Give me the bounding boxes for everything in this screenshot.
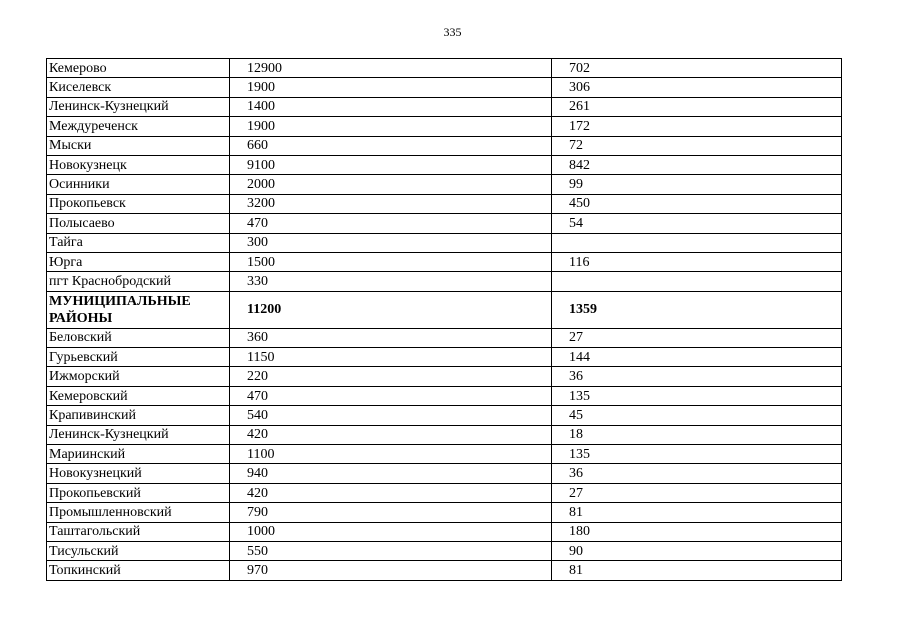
row-name-cell: Крапивинский (47, 406, 230, 425)
row-value-1-cell: 300 (230, 233, 552, 252)
row-value-1-cell: 420 (230, 483, 552, 502)
table-row (47, 541, 842, 560)
row-value-1-cell: 3200 (230, 194, 552, 213)
row-name-cell: Топкинский (47, 561, 230, 580)
row-name-cell: Ижморский (47, 367, 230, 386)
table-row (47, 155, 842, 174)
table-row (47, 272, 842, 291)
row-value-2-cell: 116 (552, 252, 842, 271)
row-value-1-cell: 540 (230, 406, 552, 425)
row-name-cell: Беловский (47, 328, 230, 347)
row-value-2-cell: 36 (552, 367, 842, 386)
row-name-cell: Таштагольский (47, 522, 230, 541)
table-row (47, 214, 842, 233)
row-name-cell: Ленинск-Кузнецкий (47, 97, 230, 116)
row-value-2-cell: 90 (552, 541, 842, 560)
row-value-2-cell: 180 (552, 522, 842, 541)
row-value-1-cell: 940 (230, 464, 552, 483)
row-name-cell: Новокузнецкий (47, 464, 230, 483)
row-value-1-cell: 1900 (230, 78, 552, 97)
table-row (47, 522, 842, 541)
table-row (47, 291, 842, 328)
row-name-cell: Гурьевский (47, 348, 230, 367)
row-value-2-cell: 27 (552, 328, 842, 347)
row-name-cell: пгт Краснобродский (47, 272, 230, 291)
row-value-2-cell: 27 (552, 483, 842, 502)
row-value-2-cell: 261 (552, 97, 842, 116)
row-name-cell: Прокопьевский (47, 483, 230, 502)
row-value-1-cell: 2000 (230, 175, 552, 194)
row-name-cell: Междуреченск (47, 117, 230, 136)
row-value-2-cell (552, 272, 842, 291)
row-value-1-cell: 1000 (230, 522, 552, 541)
table-row (47, 561, 842, 580)
row-value-1-cell: 970 (230, 561, 552, 580)
row-value-1-cell: 660 (230, 136, 552, 155)
row-value-2-cell: 81 (552, 561, 842, 580)
row-value-1-cell: 360 (230, 328, 552, 347)
row-value-2-cell: 135 (552, 386, 842, 405)
row-value-1-cell: 12900 (230, 59, 552, 78)
row-name-cell: Мариинский (47, 445, 230, 464)
row-value-1-cell: 420 (230, 425, 552, 444)
table-body (47, 59, 842, 581)
row-value-1-cell: 1100 (230, 445, 552, 464)
table-row (47, 367, 842, 386)
row-name-cell: МУНИЦИПАЛЬНЫЕ РАЙОНЫ (47, 291, 230, 328)
row-name-cell: Мыски (47, 136, 230, 155)
data-table (46, 58, 842, 581)
row-value-1-cell: 330 (230, 272, 552, 291)
table-row (47, 175, 842, 194)
row-name-cell: Новокузнецк (47, 155, 230, 174)
row-name-cell: Юрга (47, 252, 230, 271)
row-value-1-cell: 11200 (230, 291, 552, 328)
row-value-2-cell: 54 (552, 214, 842, 233)
table-row (47, 117, 842, 136)
row-value-2-cell: 1359 (552, 291, 842, 328)
row-value-2-cell (552, 233, 842, 252)
row-value-2-cell: 45 (552, 406, 842, 425)
row-value-1-cell: 1900 (230, 117, 552, 136)
row-value-1-cell: 790 (230, 503, 552, 522)
row-value-2-cell: 702 (552, 59, 842, 78)
row-value-2-cell: 72 (552, 136, 842, 155)
table-row (47, 348, 842, 367)
row-value-2-cell: 450 (552, 194, 842, 213)
table-row (47, 406, 842, 425)
row-name-cell: Тисульский (47, 541, 230, 560)
table-row (47, 136, 842, 155)
table-row (47, 445, 842, 464)
row-value-1-cell: 1400 (230, 97, 552, 116)
page-number: 335 (443, 25, 462, 39)
table-row (47, 59, 842, 78)
row-value-2-cell: 306 (552, 78, 842, 97)
row-value-1-cell: 220 (230, 367, 552, 386)
row-value-2-cell: 172 (552, 117, 842, 136)
row-value-1-cell: 470 (230, 214, 552, 233)
row-name-cell: Кемеровский (47, 386, 230, 405)
table-row (47, 78, 842, 97)
row-value-1-cell: 550 (230, 541, 552, 560)
row-name-cell: Ленинск-Кузнецкий (47, 425, 230, 444)
table-row (47, 194, 842, 213)
row-value-1-cell: 9100 (230, 155, 552, 174)
table-row (47, 503, 842, 522)
row-value-2-cell: 36 (552, 464, 842, 483)
row-value-2-cell: 144 (552, 348, 842, 367)
table-row (47, 464, 842, 483)
table-row (47, 252, 842, 271)
row-value-2-cell: 18 (552, 425, 842, 444)
table-row (47, 233, 842, 252)
row-value-2-cell: 135 (552, 445, 842, 464)
row-value-1-cell: 1500 (230, 252, 552, 271)
row-value-1-cell: 470 (230, 386, 552, 405)
row-name-cell: Осинники (47, 175, 230, 194)
row-name-cell: Полысаево (47, 214, 230, 233)
row-name-cell: Кемерово (47, 59, 230, 78)
row-name-cell: Промышленновский (47, 503, 230, 522)
row-name-cell: Тайга (47, 233, 230, 252)
row-value-1-cell: 1150 (230, 348, 552, 367)
table-row (47, 483, 842, 502)
row-value-2-cell: 81 (552, 503, 842, 522)
table-row (47, 97, 842, 116)
row-value-2-cell: 99 (552, 175, 842, 194)
row-value-2-cell: 842 (552, 155, 842, 174)
row-name-cell: Киселевск (47, 78, 230, 97)
table-row (47, 328, 842, 347)
table-row (47, 386, 842, 405)
row-name-cell: Прокопьевск (47, 194, 230, 213)
table-row (47, 425, 842, 444)
